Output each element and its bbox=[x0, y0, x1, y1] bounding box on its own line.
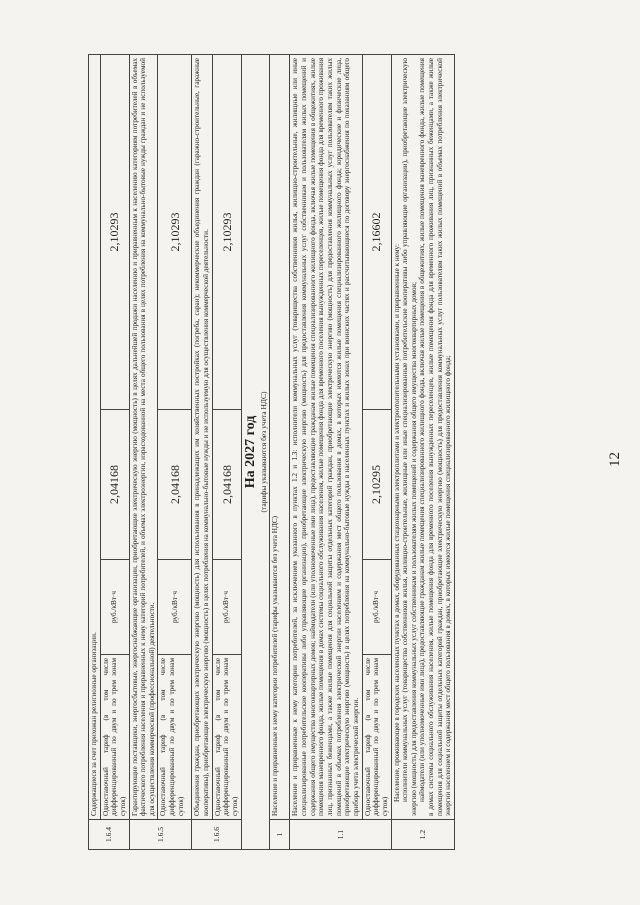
table-row bbox=[290, 55, 362, 850]
table-row bbox=[391, 55, 454, 850]
category-paragraph: наймодатели (или уполномоченные ими лица), предоставляющие гражданам жилые помещения специализированного жилищного фонда, включая жилые помещения в общежитиях, жилые помещения маневренного фонда, жилые помещения в домах системы социального обслуживания населения, жилые помещения фонда для временного поселения вынужденных переселенцев, жилые помещения фонда для временного проживания лиц, признанных беженцами, а также жилые помещения для социальной защиты отдельных категорий граждан, приобретающие электрическую энергию (мощность) для предоставления коммунальных услуг пользователям таких жилых помещений в объемах потребления электрической энергии населением и содержания мест общего пользования в домах, в которых имеются жилые помещения специализированного жилищного фонда; bbox=[418, 58, 453, 816]
row-number: 1.6.6 bbox=[192, 820, 241, 850]
year-note: (тарифы указываются без учета НДС) bbox=[259, 391, 269, 513]
table-row bbox=[100, 55, 129, 850]
unit-cell: руб./кВт·ч bbox=[158, 560, 192, 655]
table-row bbox=[362, 55, 391, 850]
category-description: Гарантирующие поставщики, энергосбытовые, энергоснабжающие организации, приобретающие электрическую энергию (мощность) в целях дальнейшей продажи населению и приравненным к населению категориям потребителей в объемах фактического потребления населения и приравненных к нему категорий потребителей, и объемах электроэнергии, израсходованной на места общего пользования в целях потребления на коммунально-бытовые нужды граждан и не используемой для осуществления коммерческой (профессиональной) деятельности. bbox=[129, 55, 158, 820]
row-number: 1.6.5 bbox=[129, 820, 192, 850]
category-paragraph: исполнители коммунальных услуг (товарищества собственников жилья, жилищно-строительные, жилищные или иные специализированные потребительские кооперативы либо управляющие организации), приобретающие электрическую энергию (мощность) для предоставления коммунальных услуг собственникам и пользователям жилых помещений и содержания общего имущества многоквартирных домов; bbox=[401, 58, 418, 816]
row-number: 1 bbox=[270, 820, 290, 850]
tariff-value-second-half: 2,10293 bbox=[212, 55, 241, 410]
tariff-label: Одноставочный тариф (в том числе дифференцированный по двум и по трем зонам суток) bbox=[158, 655, 192, 820]
page-number: 12 bbox=[607, 452, 623, 467]
unit-cell: руб./кВт·ч bbox=[212, 560, 241, 655]
unit-cell: руб./кВт·ч bbox=[100, 560, 129, 655]
year-heading: На 2027 год bbox=[242, 415, 258, 489]
category-title: Население, проживающее в городских населенных пунктах в домах, оборудованных стационарными электроплитами и электроотопительными установками, и приравненные к нему: bbox=[392, 244, 401, 802]
tariff-label: Одноставочный тариф (в том числе дифференцированный по двум и по трем зонам суток) bbox=[362, 655, 391, 820]
category-description: Население и приравненные к нему категории потребителей (тарифы указываются без учета НДС) bbox=[270, 55, 290, 820]
table-row bbox=[89, 55, 101, 850]
table-row bbox=[270, 55, 290, 850]
tariff-value-second-half: 2,16602 bbox=[362, 55, 391, 410]
tariff-value-first-half: 2,10295 bbox=[362, 410, 391, 560]
category-description: Содержащиеся за счет прихожан религиозные организации. bbox=[89, 55, 101, 820]
table-row bbox=[158, 55, 192, 850]
table-row bbox=[192, 55, 212, 850]
table-row bbox=[212, 55, 241, 850]
category-description bbox=[391, 55, 454, 820]
tariff-value-second-half: 2,10293 bbox=[158, 55, 192, 410]
tariff-value-first-half: 2,04168 bbox=[158, 410, 192, 560]
tariff-value-second-half: 2,10293 bbox=[100, 55, 129, 410]
row-number: 1.6.4 bbox=[89, 820, 130, 850]
unit-cell: руб./кВт·ч bbox=[362, 560, 391, 655]
tariff-value-first-half: 2,04168 bbox=[100, 410, 129, 560]
row-number: 1.1 bbox=[290, 820, 391, 850]
tariff-table bbox=[88, 54, 455, 850]
tariff-label: Одноставочный тариф (в том числе дифференцированный по двум и по трем зонам суток) bbox=[212, 655, 241, 820]
category-description: Объединения граждан, приобретающих электрическую энергию (мощность) для использования в принадлежащих им хозяйственных постройках (погреба, сараи); некоммерческие объединения граждан (гаражно-строительные, гаражные кооперативы), приобретающие электрическую энергию (мощность) в целях потребления на коммунально-бытовые нужды и не используемую для осуществления коммерческой деятельности. bbox=[192, 55, 212, 820]
category-description: Население и приравненные к нему категории потребителей, за исключением указанного в пунктах 1.2 и 1.3: исполнители коммунальных услуг (товарищества собственников жилья, жилищно-строительные, жилищные или иные специализированные потребительские кооперативы либо управляющие организации), приобретающие электрическую энергию (мощность) для предоставления коммунальных услуг собственникам и пользователям жилых помещений и содержания общего имущества многоквартирных домов; наймодатели (или уполномоченные ими лица), предоставляющие гражданам жилые помещения специализированного жилищного фонда, включая жилые помещения в общежитиях, жилые помещения маневренного фонда, жилые помещения в домах системы социального обслуживания населения, жилые помещения фонда для временного поселения вынужденных переселенцев, жилые помещения фонда для временного проживания лиц, признанных беженцами, а также жилые помещения для социальной защиты отдельных категорий граждан, приобретающие электрическую энергию (мощность) для предоставления коммунальных услуг пользователям таких жилых помещений в объемах потребления электрической энергии населением и содержания мест общего пользования в домах, в которых имеются жилые помещения специализированного жилищного фонда; юридические и физические лица, приобретающие электрическую энергию (мощность) в целях потребления на коммунально-бытовые нужды в населенных пунктах и жилых зонах при воинских частях и рассчитывающиеся по договору энергоснабжения по показаниям общего прибора учета электрической энергии. bbox=[290, 55, 362, 820]
table-row bbox=[129, 55, 158, 850]
tariff-label: Одноставочный тариф (в том числе дифференцированный по двум и по трем зонам суток) bbox=[100, 655, 129, 820]
tariff-value-first-half: 2,04168 bbox=[212, 410, 241, 560]
row-number: 1.2 bbox=[391, 820, 454, 850]
year-heading-row bbox=[241, 55, 270, 850]
